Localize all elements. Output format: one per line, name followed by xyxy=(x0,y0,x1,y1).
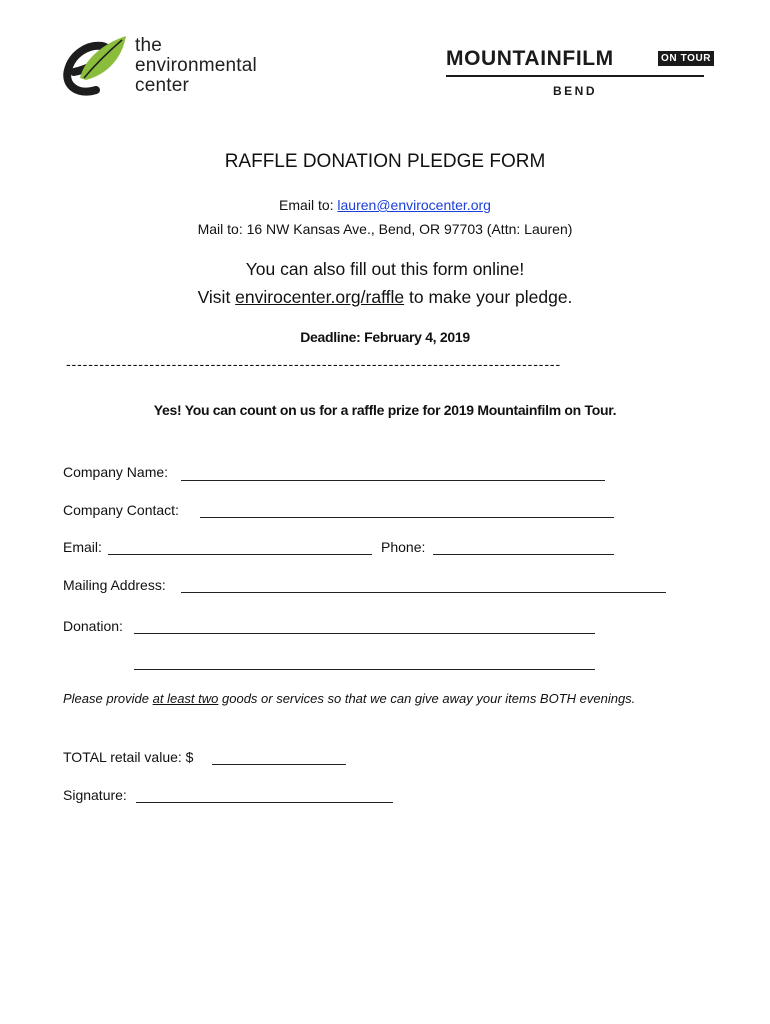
logo-word-center: center xyxy=(135,75,190,96)
signature-field[interactable] xyxy=(136,802,393,803)
email-to-line xyxy=(0,197,770,213)
visit-suffix: to make your pledge. xyxy=(404,287,573,307)
logo-rule xyxy=(446,75,704,77)
on-tour-badge: ON TOUR xyxy=(658,51,714,66)
pledge-statement: Yes! You can count on us for a raffle prize for 2019 Mountainfilm on Tour. xyxy=(153,402,617,418)
online-notice: You can also fill out this form online! xyxy=(245,259,525,279)
phone-label: Phone: xyxy=(381,539,426,555)
email-to-label: Email to: xyxy=(279,197,338,213)
raffle-link[interactable]: envirocenter.org/raffle xyxy=(235,287,405,307)
logo-word-the: the xyxy=(135,35,163,56)
donation-field-1[interactable] xyxy=(134,633,595,634)
note-prefix: Please provide xyxy=(63,691,153,706)
email-link[interactable]: lauren@envirocenter.org xyxy=(337,197,491,213)
mailing-address-label: Mailing Address: xyxy=(63,577,166,593)
logo-word-environmental: environmental xyxy=(135,55,257,76)
donation-note xyxy=(63,691,635,706)
note-suffix: goods or services so that we can give away your items BOTH evenings. xyxy=(218,691,636,706)
company-name-field[interactable] xyxy=(181,480,605,481)
leaf-e-icon xyxy=(62,34,132,100)
visit-prefix: Visit xyxy=(197,287,236,307)
mountainfilm-title: MOUNTAINFILM xyxy=(446,47,614,70)
logo-subtitle-bend: BEND xyxy=(552,84,597,98)
donation-field-2[interactable] xyxy=(134,669,595,670)
total-retail-value-field[interactable] xyxy=(212,764,346,765)
environmental-center-logo xyxy=(62,34,292,100)
company-contact-field[interactable] xyxy=(200,517,614,518)
visit-line xyxy=(0,287,770,308)
email-field[interactable] xyxy=(108,554,372,555)
deadline: Deadline: February 4, 2019 xyxy=(300,329,470,345)
signature-label: Signature: xyxy=(63,787,127,803)
total-retail-value-label: TOTAL retail value: $ xyxy=(63,749,194,765)
mailing-address-field[interactable] xyxy=(181,592,666,593)
dashed-separator: ----------------------------------------------------------------------------------------- xyxy=(66,356,562,372)
phone-field[interactable] xyxy=(433,554,614,555)
donation-label: Donation: xyxy=(63,618,123,634)
email-label: Email: xyxy=(63,539,102,555)
mail-to-line: Mail to: 16 NW Kansas Ave., Bend, OR 97703 (Attn: Lauren) xyxy=(197,221,573,237)
form-title: RAFFLE DONATION PLEDGE FORM xyxy=(224,151,546,172)
company-contact-label: Company Contact: xyxy=(63,502,179,518)
mountainfilm-logo xyxy=(446,47,712,101)
company-name-label: Company Name: xyxy=(63,464,169,480)
note-emphasis: at least two xyxy=(152,691,219,706)
